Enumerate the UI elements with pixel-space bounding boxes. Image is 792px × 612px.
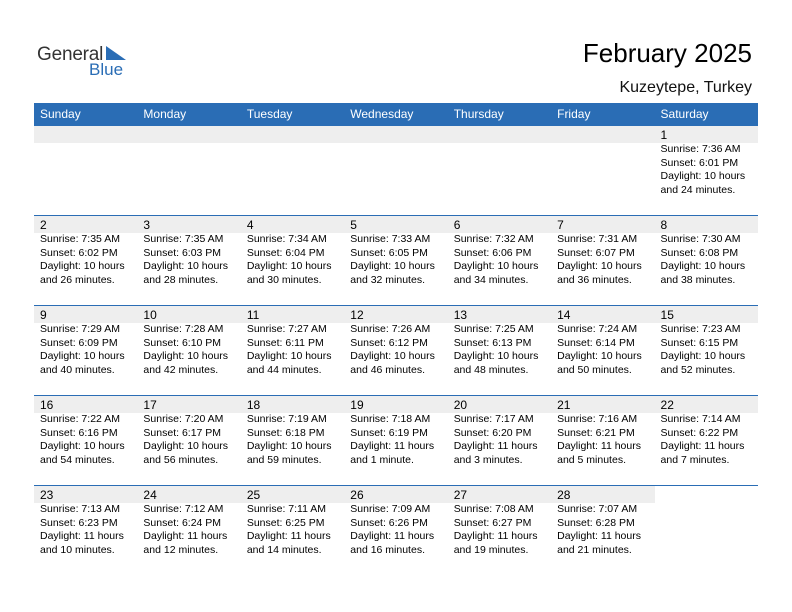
day-sunrise: Sunrise: 7:35 AM [40, 233, 120, 245]
day-number: 27 [448, 486, 551, 503]
day-cell-empty [34, 126, 137, 215]
day-daylight1: Daylight: 11 hours [557, 530, 641, 542]
weekday-saturday: Saturday [660, 107, 709, 121]
day-daylight1: Daylight: 10 hours [143, 350, 229, 362]
day-daylight2: and 7 minutes. [660, 453, 730, 466]
weekday-thursday: Thursday [453, 107, 504, 121]
day-cell [137, 216, 240, 305]
day-cell-empty [551, 126, 654, 215]
day-daylight2: and 16 minutes. [350, 543, 425, 556]
day-daylight1: Daylight: 10 hours [660, 350, 746, 362]
day-sunset: Sunset: 6:10 PM [143, 336, 222, 349]
day-cell [655, 396, 758, 485]
day-daylight1: Daylight: 10 hours [143, 260, 229, 272]
day-daylight1: Daylight: 11 hours [453, 530, 538, 542]
day-cell [137, 396, 240, 485]
day-number: 24 [137, 486, 240, 503]
day-number-empty [344, 126, 447, 143]
day-daylight1: Daylight: 10 hours [143, 440, 229, 452]
day-daylight1: Daylight: 11 hours [557, 440, 641, 452]
weekday-monday: Monday [143, 107, 187, 121]
day-sunrise: Sunrise: 7:33 AM [350, 233, 431, 245]
day-daylight1: Daylight: 11 hours [350, 530, 435, 542]
day-cell [448, 216, 551, 305]
day-sunset: Sunset: 6:03 PM [143, 246, 222, 259]
day-cell [655, 126, 758, 215]
day-number: 1 [655, 126, 758, 143]
day-daylight2: and 30 minutes. [246, 273, 322, 286]
calendar-week [34, 396, 758, 486]
day-sunrise: Sunrise: 7:29 AM [40, 323, 120, 335]
day-sunset: Sunset: 6:20 PM [453, 426, 532, 439]
day-cell [655, 216, 758, 305]
day-daylight2: and 32 minutes. [350, 273, 425, 286]
day-number-empty [241, 126, 344, 143]
day-cell-empty [448, 126, 551, 215]
day-cell [448, 396, 551, 485]
day-daylight1: Daylight: 10 hours [350, 260, 435, 272]
day-daylight1: Daylight: 10 hours [350, 350, 435, 362]
day-cell [241, 306, 344, 395]
day-number-empty [137, 126, 240, 143]
day-cell [344, 216, 447, 305]
day-cell [344, 396, 447, 485]
day-sunset: Sunset: 6:23 PM [40, 516, 118, 529]
day-sunset: Sunset: 6:02 PM [40, 246, 118, 259]
day-cell [34, 486, 137, 576]
day-sunset: Sunset: 6:28 PM [557, 516, 635, 529]
day-sunset: Sunset: 6:15 PM [660, 336, 739, 349]
day-daylight1: Daylight: 11 hours [453, 440, 538, 452]
day-sunrise: Sunrise: 7:23 AM [660, 323, 741, 335]
day-number: 3 [137, 216, 240, 233]
day-number: 13 [448, 306, 551, 323]
day-daylight1: Daylight: 11 hours [660, 440, 745, 452]
day-number: 12 [344, 306, 447, 323]
day-cell [137, 486, 240, 576]
day-daylight1: Daylight: 10 hours [660, 170, 746, 182]
day-daylight2: and 54 minutes. [40, 453, 115, 466]
weeks-container [34, 126, 758, 576]
day-sunset: Sunset: 6:06 PM [453, 246, 532, 259]
day-sunset: Sunset: 6:12 PM [350, 336, 428, 349]
calendar-grid [34, 103, 758, 576]
day-daylight1: Daylight: 10 hours [246, 440, 332, 452]
day-sunrise: Sunrise: 7:26 AM [350, 323, 431, 335]
day-daylight1: Daylight: 11 hours [350, 440, 435, 452]
day-sunrise: Sunrise: 7:32 AM [453, 233, 534, 245]
day-number: 17 [137, 396, 240, 413]
day-daylight2: and 36 minutes. [557, 273, 632, 286]
day-sunset: Sunset: 6:16 PM [40, 426, 118, 439]
calendar-week [34, 126, 758, 216]
day-sunset: Sunset: 6:04 PM [246, 246, 325, 259]
calendar-week [34, 306, 758, 396]
day-number: 18 [241, 396, 344, 413]
day-cell [241, 396, 344, 485]
day-cell [551, 486, 654, 576]
day-daylight1: Daylight: 11 hours [143, 530, 228, 542]
day-sunrise: Sunrise: 7:31 AM [557, 233, 638, 245]
day-daylight1: Daylight: 10 hours [246, 260, 332, 272]
day-number: 21 [551, 396, 654, 413]
day-sunrise: Sunrise: 7:11 AM [246, 503, 327, 515]
day-number: 8 [655, 216, 758, 233]
day-sunrise: Sunrise: 7:18 AM [350, 413, 431, 425]
calendar-week [34, 486, 758, 576]
day-sunset: Sunset: 6:11 PM [246, 336, 324, 349]
day-number: 11 [241, 306, 344, 323]
day-cell-empty [655, 486, 758, 576]
brand-logo [37, 42, 137, 82]
day-number: 10 [137, 306, 240, 323]
weekday-friday: Friday [557, 107, 591, 121]
day-sunrise: Sunrise: 7:24 AM [557, 323, 638, 335]
weekday-header [34, 103, 758, 126]
calendar-week [34, 216, 758, 306]
day-daylight2: and 19 minutes. [453, 543, 529, 556]
day-sunrise: Sunrise: 7:30 AM [660, 233, 741, 245]
logo-text-blue: Blue [89, 60, 124, 79]
day-daylight1: Daylight: 10 hours [453, 350, 539, 362]
day-number: 14 [551, 306, 654, 323]
day-sunrise: Sunrise: 7:22 AM [40, 413, 120, 425]
location-subtitle: Kuzeytepe, Turkey [619, 79, 752, 96]
day-number: 4 [241, 216, 344, 233]
weekday-sunday: Sunday [40, 107, 81, 121]
day-daylight1: Daylight: 10 hours [40, 350, 125, 362]
day-sunrise: Sunrise: 7:25 AM [453, 323, 534, 335]
day-daylight2: and 59 minutes. [246, 453, 322, 466]
day-cell [448, 486, 551, 576]
day-sunset: Sunset: 6:08 PM [660, 246, 739, 259]
day-cell [241, 216, 344, 305]
day-sunset: Sunset: 6:22 PM [660, 426, 739, 439]
day-sunset: Sunset: 6:01 PM [660, 156, 739, 169]
day-daylight2: and 42 minutes. [143, 363, 219, 376]
day-daylight1: Daylight: 10 hours [246, 350, 332, 362]
day-sunset: Sunset: 6:21 PM [557, 426, 635, 439]
logo-text-general: General [37, 44, 104, 65]
day-daylight1: Daylight: 10 hours [660, 260, 746, 272]
day-daylight2: and 1 minute. [350, 453, 414, 466]
day-daylight2: and 52 minutes. [660, 363, 736, 376]
day-sunrise: Sunrise: 7:36 AM [660, 143, 741, 155]
day-sunrise: Sunrise: 7:07 AM [557, 503, 638, 515]
day-cell [344, 486, 447, 576]
day-daylight2: and 26 minutes. [40, 273, 115, 286]
day-daylight2: and 56 minutes. [143, 453, 219, 466]
day-sunset: Sunset: 6:09 PM [40, 336, 118, 349]
day-daylight2: and 10 minutes. [40, 543, 115, 556]
day-cell-empty [241, 126, 344, 215]
day-number: 25 [241, 486, 344, 503]
day-daylight2: and 21 minutes. [557, 543, 632, 556]
day-sunset: Sunset: 6:07 PM [557, 246, 635, 259]
day-number: 16 [34, 396, 137, 413]
day-number: 28 [551, 486, 654, 503]
day-sunrise: Sunrise: 7:34 AM [246, 233, 327, 245]
day-number: 7 [551, 216, 654, 233]
day-daylight2: and 34 minutes. [453, 273, 529, 286]
day-number-empty [448, 126, 551, 143]
day-number: 5 [344, 216, 447, 233]
day-sunrise: Sunrise: 7:20 AM [143, 413, 224, 425]
weekday-tuesday: Tuesday [246, 107, 293, 121]
day-daylight2: and 14 minutes. [246, 543, 322, 556]
day-daylight1: Daylight: 11 hours [246, 530, 331, 542]
day-number: 23 [34, 486, 137, 503]
day-sunrise: Sunrise: 7:16 AM [557, 413, 638, 425]
day-cell [34, 396, 137, 485]
day-cell [551, 216, 654, 305]
day-daylight1: Daylight: 10 hours [40, 260, 125, 272]
day-sunrise: Sunrise: 7:08 AM [453, 503, 534, 515]
day-number-empty [34, 126, 137, 143]
day-daylight2: and 44 minutes. [246, 363, 322, 376]
day-sunset: Sunset: 6:26 PM [350, 516, 428, 529]
day-daylight1: Daylight: 11 hours [40, 530, 124, 542]
day-sunset: Sunset: 6:19 PM [350, 426, 428, 439]
day-daylight1: Daylight: 10 hours [40, 440, 125, 452]
day-sunrise: Sunrise: 7:12 AM [143, 503, 224, 515]
day-number: 9 [34, 306, 137, 323]
day-cell [137, 306, 240, 395]
day-number: 19 [344, 396, 447, 413]
day-sunrise: Sunrise: 7:28 AM [143, 323, 224, 335]
day-sunset: Sunset: 6:25 PM [246, 516, 325, 529]
day-daylight2: and 40 minutes. [40, 363, 115, 376]
day-daylight2: and 48 minutes. [453, 363, 529, 376]
day-cell [241, 486, 344, 576]
day-cell [655, 306, 758, 395]
day-number: 20 [448, 396, 551, 413]
day-daylight2: and 3 minutes. [453, 453, 523, 466]
day-number: 6 [448, 216, 551, 233]
day-sunrise: Sunrise: 7:13 AM [40, 503, 120, 515]
day-sunset: Sunset: 6:05 PM [350, 246, 428, 259]
page-title: February 2025 [582, 38, 752, 68]
day-sunset: Sunset: 6:24 PM [143, 516, 222, 529]
day-sunset: Sunset: 6:18 PM [246, 426, 325, 439]
day-daylight2: and 28 minutes. [143, 273, 219, 286]
day-daylight2: and 46 minutes. [350, 363, 425, 376]
day-sunrise: Sunrise: 7:14 AM [660, 413, 741, 425]
day-cell [34, 216, 137, 305]
day-daylight1: Daylight: 10 hours [557, 260, 642, 272]
day-sunset: Sunset: 6:13 PM [453, 336, 532, 349]
day-sunrise: Sunrise: 7:09 AM [350, 503, 431, 515]
day-number: 15 [655, 306, 758, 323]
day-sunset: Sunset: 6:14 PM [557, 336, 635, 349]
day-daylight1: Daylight: 10 hours [557, 350, 642, 362]
day-sunrise: Sunrise: 7:19 AM [246, 413, 327, 425]
day-sunset: Sunset: 6:27 PM [453, 516, 532, 529]
day-daylight2: and 5 minutes. [557, 453, 626, 466]
day-number: 22 [655, 396, 758, 413]
day-daylight2: and 50 minutes. [557, 363, 632, 376]
day-number-empty [551, 126, 654, 143]
day-cell [448, 306, 551, 395]
day-cell [551, 396, 654, 485]
day-number: 26 [344, 486, 447, 503]
day-cell [344, 306, 447, 395]
day-daylight2: and 24 minutes. [660, 183, 736, 196]
day-sunset: Sunset: 6:17 PM [143, 426, 222, 439]
day-cell-empty [137, 126, 240, 215]
day-cell-empty [344, 126, 447, 215]
day-cell [34, 306, 137, 395]
day-cell [551, 306, 654, 395]
day-sunrise: Sunrise: 7:17 AM [453, 413, 534, 425]
day-number: 2 [34, 216, 137, 233]
day-daylight2: and 12 minutes. [143, 543, 219, 556]
day-sunrise: Sunrise: 7:35 AM [143, 233, 224, 245]
day-sunrise: Sunrise: 7:27 AM [246, 323, 327, 335]
day-daylight1: Daylight: 10 hours [453, 260, 539, 272]
weekday-wednesday: Wednesday [350, 107, 414, 121]
day-daylight2: and 38 minutes. [660, 273, 736, 286]
